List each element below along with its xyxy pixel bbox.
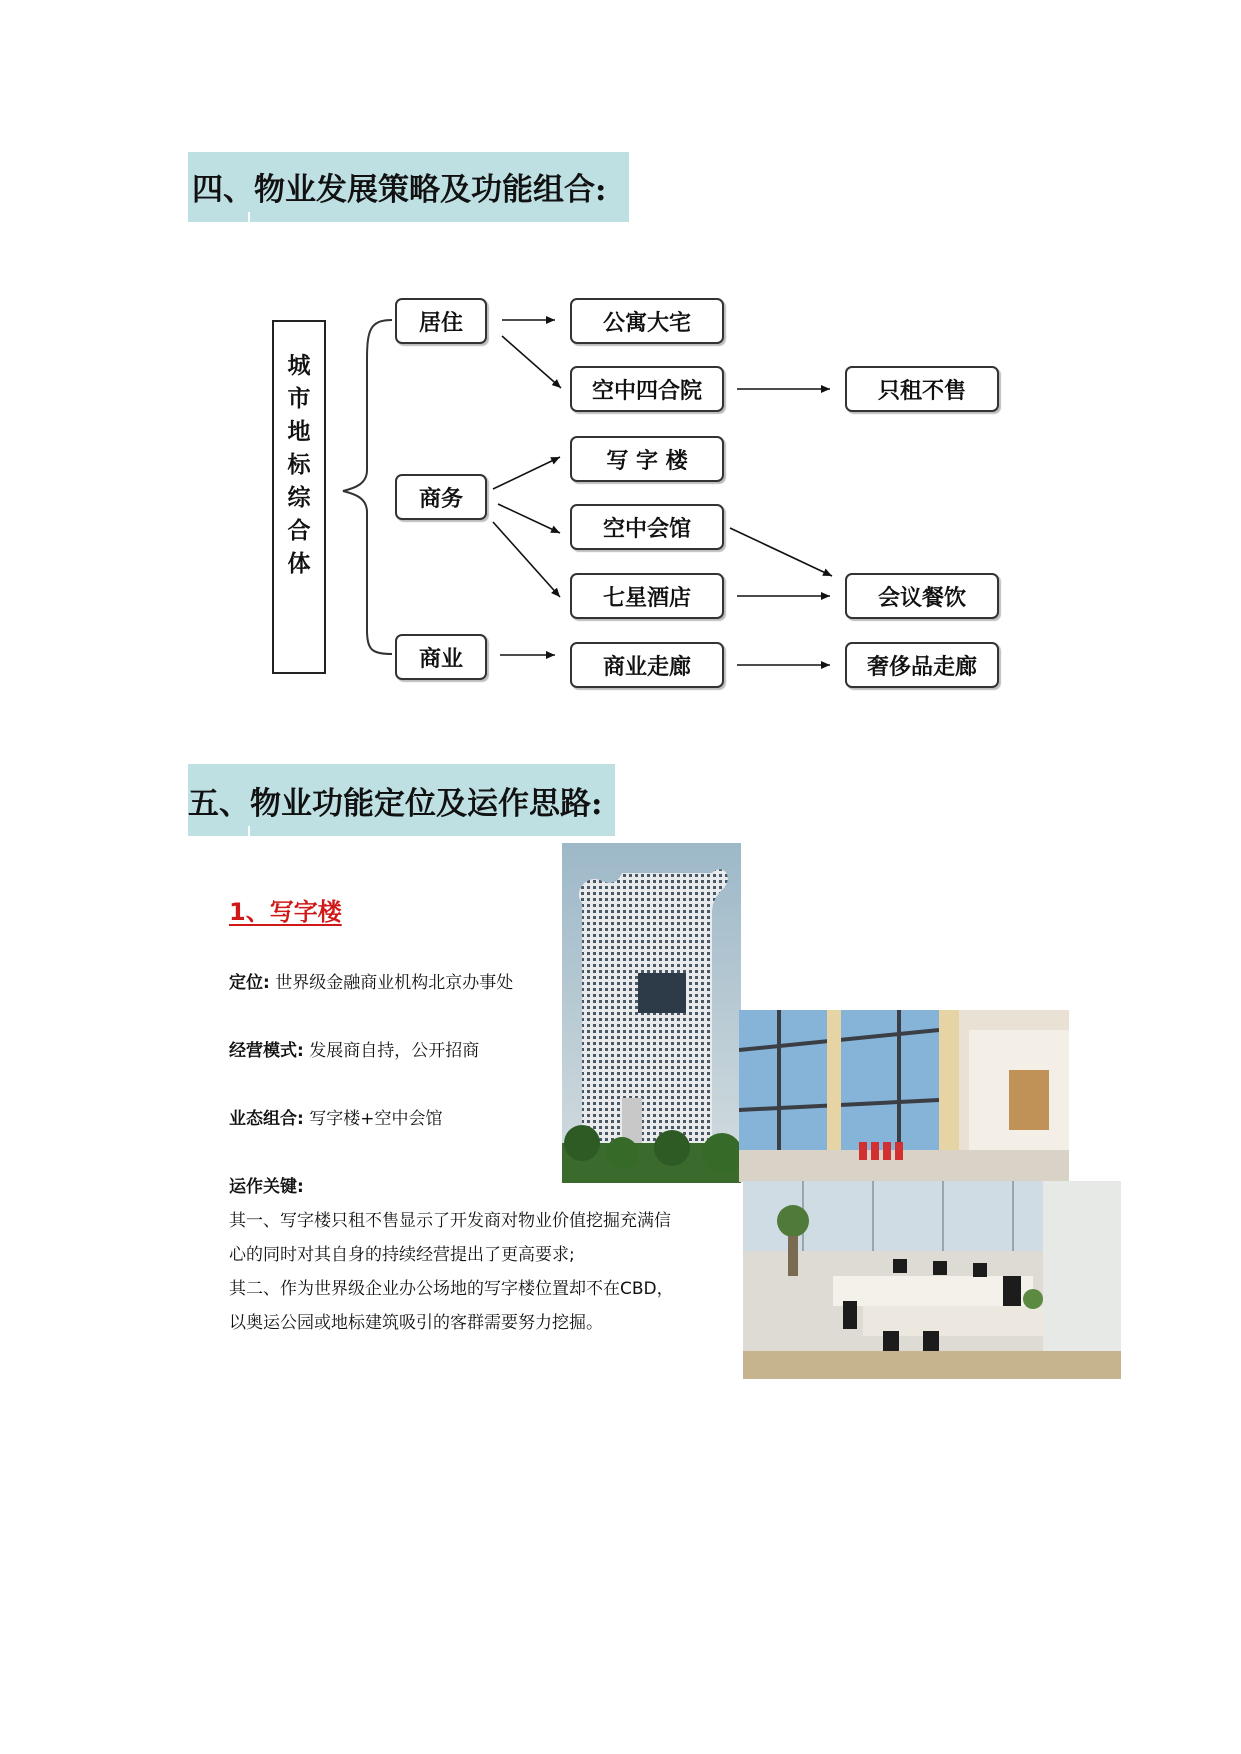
section-5-heading bbox=[188, 764, 615, 836]
arrow-club-dining bbox=[730, 528, 832, 576]
node-sky-club: 空中会馆 bbox=[570, 504, 724, 550]
root-char: 市 bbox=[287, 386, 311, 412]
business-mix-field: 业态组合: 写字楼+空中会馆 bbox=[229, 1109, 443, 1129]
operation-key-label: 运作关键: bbox=[229, 1177, 304, 1197]
arrow-business-hotel bbox=[493, 522, 560, 597]
node-lease-only: 只租不售 bbox=[845, 366, 999, 412]
root-char: 标 bbox=[287, 452, 311, 478]
operation-mode-value: 发展商自持，公开招商 bbox=[309, 1041, 480, 1061]
heading-divider bbox=[248, 826, 250, 836]
root-char: 合 bbox=[287, 518, 311, 544]
brace-connector bbox=[343, 320, 392, 654]
node-hotel: 七星酒店 bbox=[570, 573, 724, 619]
root-char: 综 bbox=[287, 485, 311, 511]
lobby-photo bbox=[739, 1010, 1069, 1182]
node-apartment: 公寓大宅 bbox=[570, 298, 724, 344]
arrow-business-club bbox=[498, 504, 560, 533]
office-photo bbox=[743, 1181, 1121, 1379]
paragraph-line: 其二、作为世界级企业办公场地的写字楼位置却不在CBD， bbox=[229, 1279, 674, 1299]
node-mall: 商业走廊 bbox=[570, 642, 724, 688]
business-mix-label: 业态组合 bbox=[229, 1109, 297, 1129]
section-4-heading bbox=[188, 152, 629, 222]
root-char: 城 bbox=[287, 353, 311, 379]
operation-mode-label: 经营模式 bbox=[229, 1041, 297, 1061]
node-business: 商务 bbox=[395, 474, 487, 520]
section-5-heading-text: 五、物业功能定位及运作思路: bbox=[188, 786, 603, 822]
node-commerce: 商业 bbox=[395, 634, 487, 680]
root-char: 地 bbox=[287, 419, 311, 445]
office-sub-heading: 1、写字楼 bbox=[229, 898, 342, 926]
paragraph-line: 其一、写字楼只租不售显示了开发商对物业价值挖掘充满信 bbox=[229, 1211, 671, 1231]
arrow-residence-courtyard bbox=[502, 336, 561, 388]
business-mix-value: 写字楼+空中会馆 bbox=[309, 1109, 443, 1129]
arrow-business-office bbox=[493, 457, 560, 489]
operation-mode-field: 经营模式: 发展商自持，公开招商 bbox=[229, 1041, 480, 1061]
paragraph-line: 心的同时对其自身的持续经营提出了更高要求; bbox=[229, 1245, 575, 1265]
heading-divider bbox=[248, 212, 250, 222]
section-4-heading-text: 四、物业发展策略及功能组合: bbox=[192, 172, 607, 208]
root-char: 体 bbox=[287, 551, 311, 577]
positioning-value: 世界级金融商业机构北京办事处 bbox=[275, 973, 514, 993]
node-luxury-corridor: 奢侈品走廊 bbox=[845, 642, 999, 688]
node-dining: 会议餐饮 bbox=[845, 573, 999, 619]
positioning-field: 定位: 世界级金融商业机构北京办事处 bbox=[229, 973, 514, 993]
node-office: 写 字 楼 bbox=[570, 436, 724, 482]
node-residence: 居住 bbox=[395, 298, 487, 344]
paragraph-line: 以奥运公园或地标建筑吸引的客群需要努力挖掘。 bbox=[229, 1313, 603, 1333]
tower-photo bbox=[562, 843, 741, 1183]
node-sky-courtyard: 空中四合院 bbox=[570, 366, 724, 412]
positioning-label: 定位 bbox=[229, 973, 263, 993]
diagram-root-box bbox=[272, 320, 326, 674]
